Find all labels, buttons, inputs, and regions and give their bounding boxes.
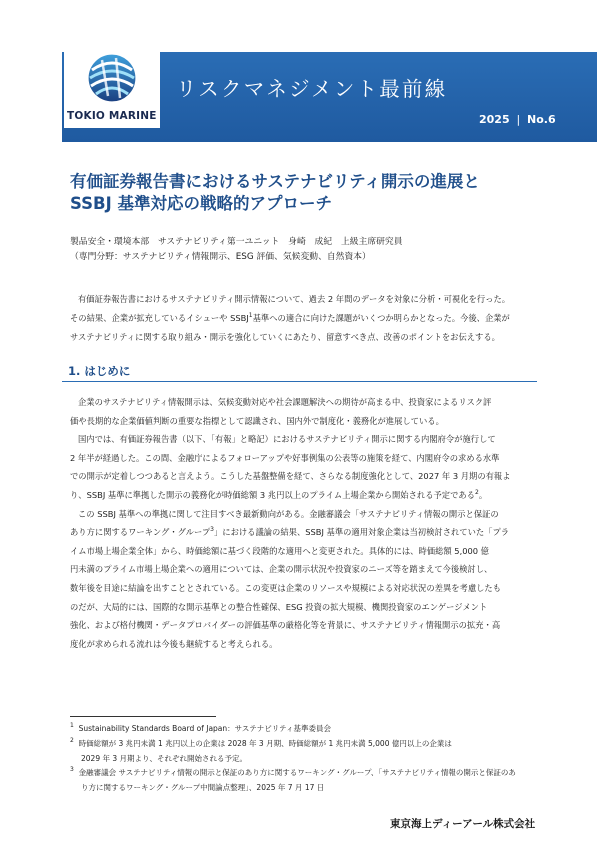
body-line: 円未満のプライム市場上場企業への適用については、企業の開示状況や投資家のニーズ等を踏まえて今後検討し、 bbox=[70, 564, 493, 575]
body-span: あり方に関するワーキング・グループ bbox=[70, 527, 211, 538]
article-title bbox=[70, 171, 540, 215]
abstract-line1: 有価証券報告書におけるサステナビリティ開示情報について、過去 2 年間のデータを対象に分析・可視化を行った。 bbox=[78, 294, 511, 304]
footnote-1 bbox=[70, 722, 540, 737]
body-line: 度化が求められる流れは今後も継続すると考えられる。 bbox=[70, 638, 278, 649]
body-line: での開示が定着しつつあると言えよう。こうした基盤整備を経て、さらなる制度強化として、2027 年 3 月期の有報よ bbox=[70, 471, 511, 482]
body-line: 2 年半が経過した。この間、金融庁によるフォローアップや好事例集の公表等の施策を経て、内閣府令の求める水準 bbox=[70, 452, 500, 463]
footnote-ref-2[interactable]: 2 bbox=[474, 488, 479, 496]
body-line: 価や長期的な企業価値判断の重要な指標として認識され、国内外で制度化・義務化が進展している。 bbox=[70, 415, 444, 426]
body-span: 」における議論の結果、SSBJ 基準の適用対象企業は当初検討されていた「プラ bbox=[213, 527, 510, 538]
body-line: 強化、および格付機関・データプロバイダーの評価基準の厳格化等を背景に、サステナビリティ情報開示の拡充・高 bbox=[70, 620, 501, 631]
abstract bbox=[70, 290, 536, 347]
issue-year: 2025 bbox=[479, 113, 510, 126]
abstract-line2a: その結果、企業が拡充しているイシューや SSBJ bbox=[70, 313, 249, 323]
footnote-text: Sustainability Standards Board of Japan：サステナビリティ基準委員会 bbox=[78, 724, 331, 733]
footnote-ref-3[interactable]: 3 bbox=[210, 526, 214, 534]
section-heading bbox=[62, 361, 537, 382]
body-line: 企業のサステナビリティ情報開示は、気候変動対応や社会課題解決への期待が高まる中、投資家によるリスク評 bbox=[78, 397, 492, 407]
footnote-3 bbox=[70, 766, 540, 781]
footnote-text: 時価総額が 3 兆円未満 1 兆円以上の企業は 2028 年 3 月期、時価総額が 1 兆円未満 5,000 億円以上の企業は bbox=[78, 738, 452, 748]
body-span: 。 bbox=[478, 489, 488, 500]
footnotes bbox=[70, 722, 540, 796]
body-line bbox=[70, 523, 538, 542]
body-line: 国内では、有価証券報告書（以下、「有報」と略記）におけるサステナビリティ開示に関する内閣府令が施行して bbox=[78, 434, 496, 445]
body-line: イム市場上場企業全体」から、時価総額に基づく段階的な適用へと変更された。具体的には、時価総額 5,000 億 bbox=[70, 545, 489, 556]
footnote-number: 1 bbox=[70, 722, 74, 729]
footnote-number: 3 bbox=[70, 766, 74, 774]
series-title: リスクマネジメント最前線 bbox=[176, 77, 448, 101]
abstract-line2 bbox=[70, 309, 536, 328]
author-line1: 製品安全・環境本部 サステナビリティ第一ユニット 身崎 成紀 上級主席研究員 bbox=[70, 237, 403, 247]
author-line2: （専門分野：サステナビリティ情報開示、ESG 評価、気候変動、自然資本） bbox=[70, 252, 371, 262]
footnote-text: 金融審議会 サステナビリティ情報の開示と保証のあり方に関するワーキング・グループ、「サステナビリティ情報の開示と保証のあ bbox=[78, 768, 516, 778]
footnote-number: 2 bbox=[70, 736, 74, 744]
section-body bbox=[70, 393, 538, 653]
company-name: 東京海上ディーアール株式会社 bbox=[390, 818, 536, 830]
tokio-marine-logo-icon bbox=[64, 48, 160, 110]
article-title-line1: 有価証券報告書におけるサステナビリティ開示の進展と bbox=[70, 172, 480, 191]
body-span: り、SSBJ 基準に準拠した開示の義務化が時価総額 3 兆円以上のプライム上場企業から開始される予定である bbox=[70, 489, 475, 500]
brand-name: TOKIO MARINE bbox=[67, 110, 157, 122]
author-info bbox=[70, 235, 403, 265]
body-line: のだが、大局的には、国際的な開示基準との整合性確保、ESG 投資の拡大規模、機関投資家のエンゲージメント bbox=[70, 601, 488, 612]
issue-separator: | bbox=[516, 113, 521, 126]
body-line: 数年後を目途に結論を出すこととされている。この変更は企業のリソースや規模による対応状況の差異を考慮したも bbox=[70, 582, 502, 593]
abstract-line2b: 基準への適合に向けた課題がいくつか明らかとなった。今後、企業が bbox=[252, 313, 510, 323]
body-line bbox=[70, 486, 538, 505]
footnote-2-cont: 2029 年 3 月期より、それぞれ開始される予定。 bbox=[81, 753, 248, 763]
body-line: この SSBJ 基準への準拠に関して注目すべき最新動向がある。金融審議会「サステナビリティ情報の開示と保証の bbox=[78, 508, 499, 519]
abstract-line3: サステナビリティに関する取り組み・開示を強化していくにあたり、留意すべき点、改善のポイントをお伝えする。 bbox=[70, 332, 500, 342]
footnote-2 bbox=[70, 737, 540, 752]
section-title: 1. はじめに bbox=[68, 364, 131, 378]
footnote-3-cont: り方に関するワーキング・グループ中間論点整理」、2025 年 7 月 17 日 bbox=[81, 783, 325, 793]
issue-label bbox=[479, 113, 556, 126]
article-title-line2: SSBJ 基準対応の戦略的アプローチ bbox=[70, 194, 332, 213]
issue-number: No.6 bbox=[527, 113, 556, 126]
footnote-divider bbox=[70, 716, 216, 717]
footnote-ref-1[interactable]: 1 bbox=[248, 312, 253, 319]
